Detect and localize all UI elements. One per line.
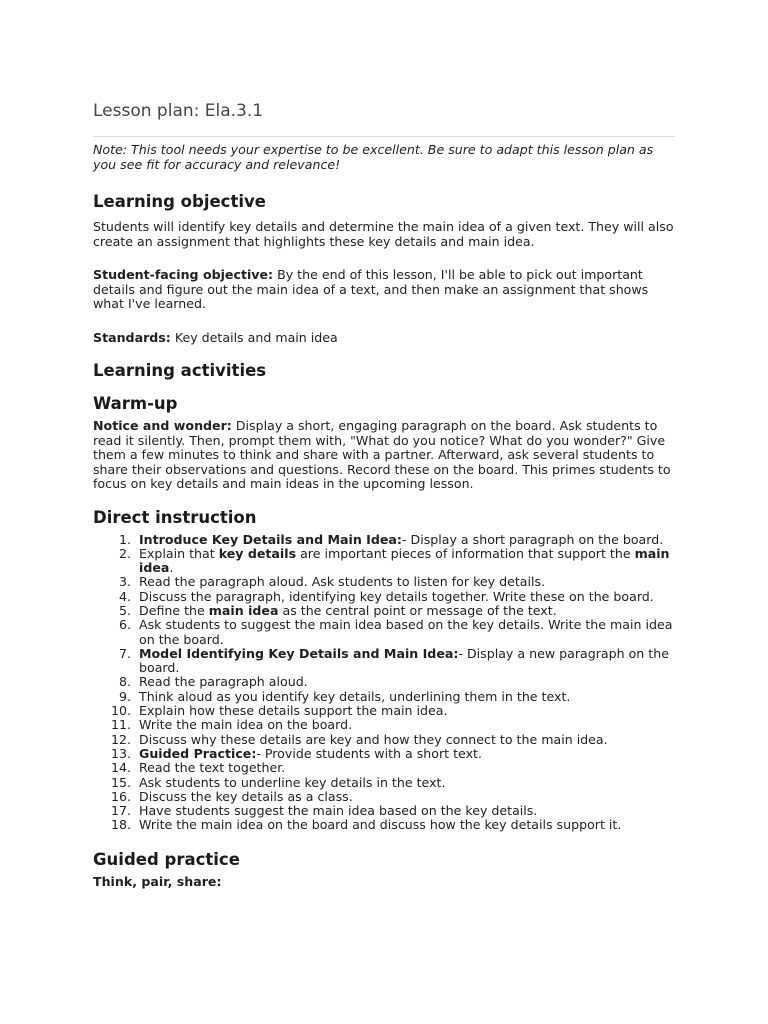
list-item-bold: main idea xyxy=(208,602,279,618)
list-item-text: as the central point or message of the text. xyxy=(278,602,557,618)
list-item-bold: key details xyxy=(218,545,297,561)
page-title: Lesson plan: Ela.3.1 xyxy=(93,101,264,121)
list-item-number: 1. xyxy=(118,531,131,547)
list-item-number: 6. xyxy=(118,617,131,633)
list-item-text: - Provide students with a short text. xyxy=(256,745,482,761)
list-item-number: 15. xyxy=(110,774,131,790)
list-item-number: 16. xyxy=(110,788,131,804)
list-item-number: 9. xyxy=(118,688,131,704)
list-item-text: Discuss the paragraph, identifying key details together. Write these on the board. xyxy=(139,588,654,604)
standards-label: Standards: xyxy=(93,329,171,345)
list-item-text: - Display a short paragraph on the board. xyxy=(401,531,664,547)
guided-practice-heading: Guided practice xyxy=(93,849,240,869)
list-item xyxy=(93,590,677,604)
list-item-number: 11. xyxy=(110,717,131,733)
list-item-text: - Display a new paragraph on the board. xyxy=(139,645,669,676)
list-item-number: 3. xyxy=(118,574,131,590)
list-item-text: Read the paragraph aloud. Ask students to listen for key details. xyxy=(139,574,546,590)
list-item xyxy=(93,604,677,618)
notice-and-wonder xyxy=(93,419,677,492)
list-item-bold: Model Identifying Key Details and Main Idea: xyxy=(139,645,459,661)
list-item-text: Write the main idea on the board and discuss how the key details support it. xyxy=(139,817,622,833)
list-item-number: 4. xyxy=(118,588,131,604)
list-item xyxy=(93,733,677,747)
list-item xyxy=(93,647,677,676)
list-item-number: 14. xyxy=(110,760,131,776)
list-item-number: 12. xyxy=(110,731,131,747)
list-item-number: 17. xyxy=(110,803,131,819)
list-item xyxy=(93,533,677,547)
document-body xyxy=(93,143,677,889)
list-item xyxy=(93,618,677,647)
notice-and-wonder-text: Display a short, engaging paragraph on the board. Ask students to read it silently. Then, prompt them with, "What do you notice? What do you wonder?" Give them a few minutes to think and share with a partner. Afterward, ask several students to share their observations and questions. Record these on the board. This primes students to focus on key details and main ideas in the upcoming lesson. xyxy=(93,418,671,491)
student-facing-objective-text: By the end of this lesson, I'll be able to pick out important details and figure out the main idea of a text, and then make an assignment that shows what I've learned. xyxy=(93,267,649,311)
think-pair-share-label: Think, pair, share: xyxy=(93,873,222,889)
list-item xyxy=(93,575,677,589)
list-item xyxy=(93,776,677,790)
list-item-text: Explain how these details support the main idea. xyxy=(139,703,448,719)
list-item-number: 8. xyxy=(118,674,131,690)
list-item xyxy=(93,718,677,732)
list-item-number: 5. xyxy=(118,602,131,618)
list-item xyxy=(93,804,677,818)
list-item-text: Read the paragraph aloud. xyxy=(139,674,308,690)
list-item xyxy=(93,675,677,689)
list-item-number: 2. xyxy=(118,545,131,561)
warm-up-heading: Warm-up xyxy=(93,394,178,413)
learning-activities-heading: Learning activities xyxy=(93,361,267,380)
student-facing-objective xyxy=(93,268,677,312)
learning-objective-text: Students will identify key details and determine the main idea of a given text. They will also create an assignment that highlights these key details and main idea. xyxy=(93,219,674,249)
list-item-text: Have students suggest the main idea based on the key details. xyxy=(139,803,538,819)
list-item xyxy=(93,790,677,804)
list-item-text: Discuss why these details are key and how they connect to the main idea. xyxy=(139,731,608,747)
list-item-text: Ask students to suggest the main idea based on the key details. Write the main idea on the board. xyxy=(139,617,673,647)
list-item-bold: Guided Practice: xyxy=(139,745,257,761)
list-item-text: Define the xyxy=(139,602,209,618)
list-item-text: Read the text together. xyxy=(139,760,286,776)
title-divider xyxy=(93,136,675,137)
notice-and-wonder-label: Notice and wonder: xyxy=(93,418,232,433)
learning-objective-heading: Learning objective xyxy=(93,192,266,211)
list-item xyxy=(93,690,677,704)
list-item-number: 13. xyxy=(110,745,131,761)
direct-instruction-list xyxy=(93,533,677,833)
list-item-bold: main idea xyxy=(139,545,670,576)
direct-instruction-heading: Direct instruction xyxy=(93,507,257,527)
list-item-number: 7. xyxy=(118,645,131,661)
list-item xyxy=(93,704,677,718)
list-item xyxy=(93,747,677,761)
list-item-text: Explain that xyxy=(139,545,219,561)
list-item-text: Think aloud as you identify key details, underlining them in the text. xyxy=(139,688,571,704)
list-item xyxy=(93,818,677,832)
list-item-bold: Introduce Key Details and Main Idea: xyxy=(139,531,402,547)
list-item-text: Write the main idea on the board. xyxy=(139,717,353,733)
list-item-text: Ask students to underline key details in the text. xyxy=(139,774,446,790)
list-item-number: 18. xyxy=(110,817,131,833)
list-item xyxy=(93,761,677,775)
think-pair-share xyxy=(93,875,677,890)
list-item xyxy=(93,547,677,576)
list-item-number: 10. xyxy=(110,703,131,719)
standards xyxy=(93,331,677,346)
list-item-text: . xyxy=(169,560,174,576)
list-item-text: are important pieces of information that support the xyxy=(296,545,635,561)
standards-text: Key details and main idea xyxy=(170,329,338,345)
list-item-text: Discuss the key details as a class. xyxy=(139,788,353,804)
adaptation-note: Note: This tool needs your expertise to be excellent. Be sure to adapt this lesson plan as you see fit for accuracy and relevance! xyxy=(93,142,654,172)
student-facing-objective-label: Student-facing objective: xyxy=(93,267,274,282)
